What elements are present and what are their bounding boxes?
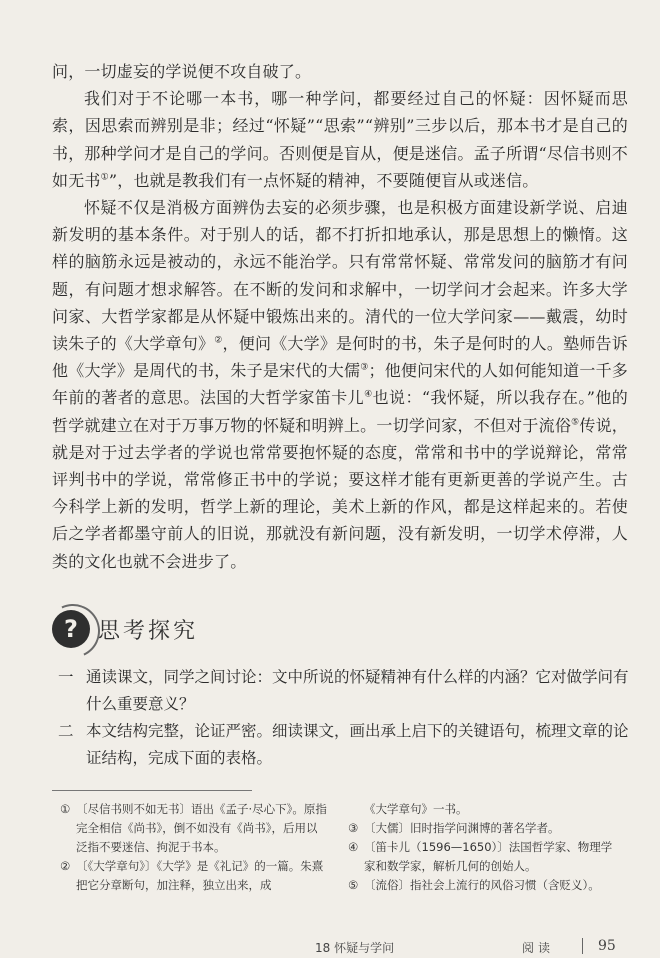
footnote-mark: ①	[60, 802, 71, 816]
footnote-mark: ④	[348, 840, 359, 854]
footnote-mark: ③	[348, 821, 359, 835]
footnote-divider	[52, 790, 252, 791]
section-title: 思考探究	[98, 619, 199, 644]
footnote-text: 〔流俗〕指社会上流行的风俗习惯（含贬义）。	[364, 878, 600, 892]
section-header	[52, 608, 612, 652]
footnote-2	[60, 857, 328, 895]
footnote-ref-3: ③	[360, 362, 369, 373]
question-mark-icon: ?	[52, 610, 90, 648]
page-number: 95	[598, 938, 616, 954]
paragraph-2-text-d: 也说：“我怀疑，所以我存在。”他的哲学就建立在对于万事万物的怀疑和明辨上。一切学问家，不但对于流俗	[52, 388, 628, 435]
paragraph-2	[52, 194, 628, 575]
paragraph-2-text-b: ，便问《大学》是何时的书，朱子是何时的人。塾师告诉他《大学》是周代的书，朱子是宋代的大儒	[52, 334, 628, 381]
footnotes-right-column	[348, 800, 620, 895]
exercise-number: 一	[58, 668, 74, 686]
footnote-text: 〔尽信书则不如无书〕语出《孟子·尽心下》。原指完全相信《尚书》，倒不如没有《尚书》，后用以泛指不要迷信、拘泥于书本。	[76, 802, 327, 854]
exercise-list	[52, 664, 632, 772]
footer-divider	[582, 938, 583, 954]
footnote-text: 〔《大学章句》〕《大学》是《礼记》的一篇。朱熹把它分章断句，加注释，独立出来，成	[76, 859, 324, 892]
paragraph-1-text-a: 我们对于不论哪一本书，哪一种学问，都要经过自己的怀疑：因怀疑而思索，因思索而辨别是非；经过“怀疑”“思索”“辨别”三步以后，那本书才是自己的书，那种学问才是自己的学问。否则便是盲从，便是迷信。孟子所谓“尽信书则不如无书	[52, 89, 628, 190]
footnote-mark: ②	[60, 859, 71, 873]
footnote-4	[348, 838, 620, 876]
paragraph-1-text-b: ”，也就是教我们有一点怀疑的精神，不要随便盲从或迷信。	[108, 170, 539, 190]
footnote-2-continued	[348, 800, 620, 819]
footnote-5	[348, 876, 620, 895]
body-text	[52, 58, 628, 575]
exercise-number: 二	[58, 722, 74, 740]
chapter-label: 18 怀疑与学问	[315, 941, 395, 955]
footnote-text: 〔大儒〕旧时指学问渊博的著名学者。	[364, 821, 560, 835]
footnotes-left-column	[60, 800, 328, 895]
paragraph-2-text-c: ；他便问宋代的人如何能知道一千多年前的著者的意思。法国的大哲学家笛卡儿	[52, 361, 628, 408]
exercise-text: 通读课文，同学之间讨论：文中所说的怀疑精神有什么样的内涵？它对做学问有什么重要意义？	[86, 668, 629, 713]
footnote-mark: ⑤	[348, 878, 359, 892]
footnote-ref-1: ①	[100, 172, 109, 183]
footnote-ref-5: ⑤	[571, 417, 580, 428]
paragraph-1	[52, 85, 628, 194]
exercise-item	[52, 718, 632, 772]
paragraph-2-text-a: 怀疑不仅是消极方面辨伪去妄的必须步骤，也是积极方面建设新学说、启迪新发明的基本条件。对于别人的话，都不打折扣地承认，那是思想上的懒惰。这样的脑筋永远是被动的，永远不能治学。只有常常怀疑、常常发问的脑筋才有问题，有问题才想求解答。在不断的发问和求解中，一切学问才会起来。许多大学问家、大哲学家都是从怀疑中锻炼出来的。清代的一位大学问家——戴震，幼时读朱子的《大学章句》	[52, 198, 628, 354]
footnote-text: 《大学章句》一书。	[364, 802, 468, 816]
paragraph-2-text-e: 传说，就是对于过去学者的学说也常常要抱怀疑的态度，常常和书中的学说辩论，常常评判书中的学说，常常修正书中的学说；要这样才能有更新更善的学说产生。古今科学上新的发明，哲学上新的理论，美术上新的作风，都是这样起来的。若使后之学者都墨守前人的旧说，那就没有新问题，没有新发明，一切学术停滞，人类的文化也就不会进步了。	[52, 415, 628, 571]
exercise-text: 本文结构完整，论证严密。细读课文，画出承上启下的关键语句，梳理文章的论证结构，完成下面的表格。	[86, 722, 629, 767]
paragraph-0: 问，一切虚妄的学说便不攻自破了。	[52, 62, 312, 81]
exercise-item	[52, 664, 632, 718]
footnote-ref-4: ④	[364, 390, 373, 401]
footnote-1	[60, 800, 328, 857]
section-label: 阅读	[522, 941, 555, 955]
footnote-ref-2: ②	[214, 335, 223, 346]
footnote-text: 〔笛卡儿（1596—1650）〕法国哲学家、物理学家和数学家，解析几何的创始人。	[364, 840, 613, 873]
footnote-3	[348, 819, 620, 838]
page-footer	[0, 936, 660, 958]
